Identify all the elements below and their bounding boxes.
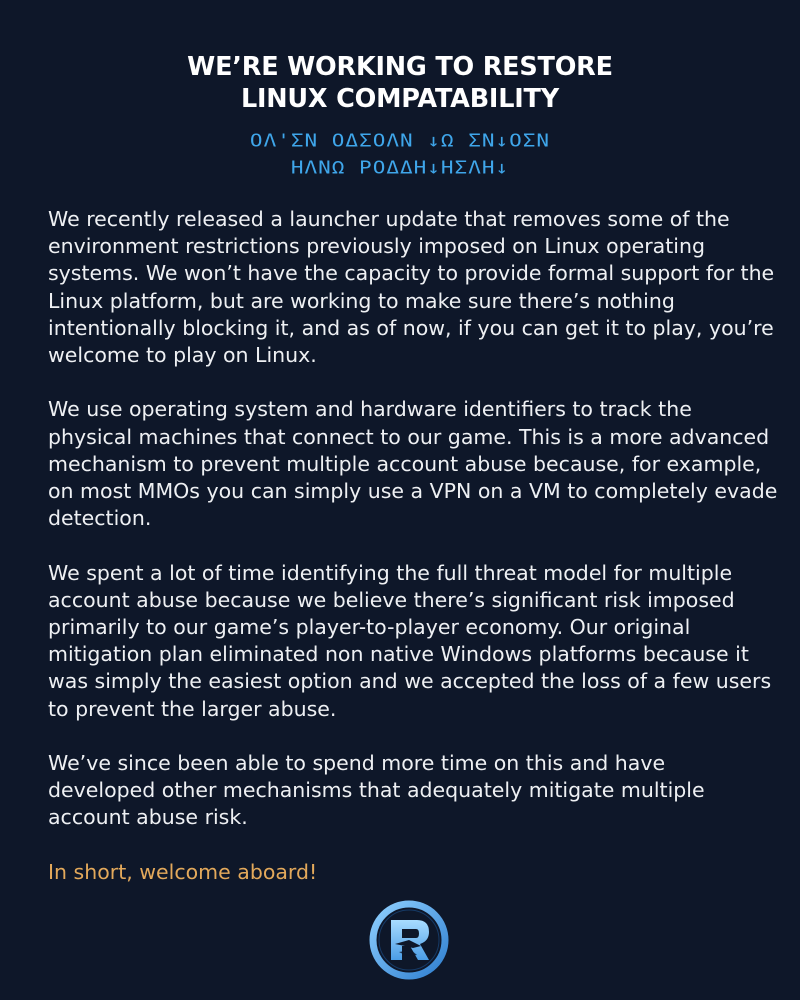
- paragraph-3: We spent a lot of time identifying the full threat model for multiple account abuse because we believe there’s significant risk imposed primarily to our game’s player-to-player economy. Our original mitigation plan eliminated non native Windows platforms because it was simply the easiest option and we accepted the loss of a few users to prevent the larger abuse.: [48, 560, 772, 721]
- title-line-2: LINUX COMPATABILITY: [240, 84, 560, 114]
- closing-line: In short, welcome aboard!: [48, 859, 318, 884]
- title-line-1: WE’RE WORKING TO RESTORE: [187, 52, 613, 82]
- alien-line-1: ΟΛ'ΣΝ ΟΔΣΟΛΝ ↓Ω ΣΝ↓ΟΣΝ: [249, 130, 551, 151]
- paragraph-4: We’ve since been able to spend more time on this and have developed other mechanisms that adequately mitigate multiple account abuse risk.: [48, 751, 705, 830]
- alien-script-title: [0, 127, 800, 181]
- paragraph-1: We recently released a launcher update that removes some of the environment restrictions previously imposed on Linux operating systems. We won’t have the capacity to provide formal support for the Linux platform, but are working to make sure there’s nothing intentionally blocking it, and as of now, if you can get it to play, you’re welcome to play on Linux.: [48, 207, 775, 368]
- r-logo-icon: [369, 900, 449, 980]
- alien-line-2: ΗΛΝΩ ΡΟΔΔΗ↓ΗΣΛΗ↓: [290, 157, 510, 178]
- page-title: [0, 51, 800, 115]
- paragraph-2: We use operating system and hardware identifiers to track the physical machines that connect to our game. This is a more advanced mechanism to prevent multiple account abuse because, for example, on most MMOs you can simply use a VPN on a VM to completely evade detection.: [48, 397, 778, 531]
- announcement-body: [48, 206, 778, 913]
